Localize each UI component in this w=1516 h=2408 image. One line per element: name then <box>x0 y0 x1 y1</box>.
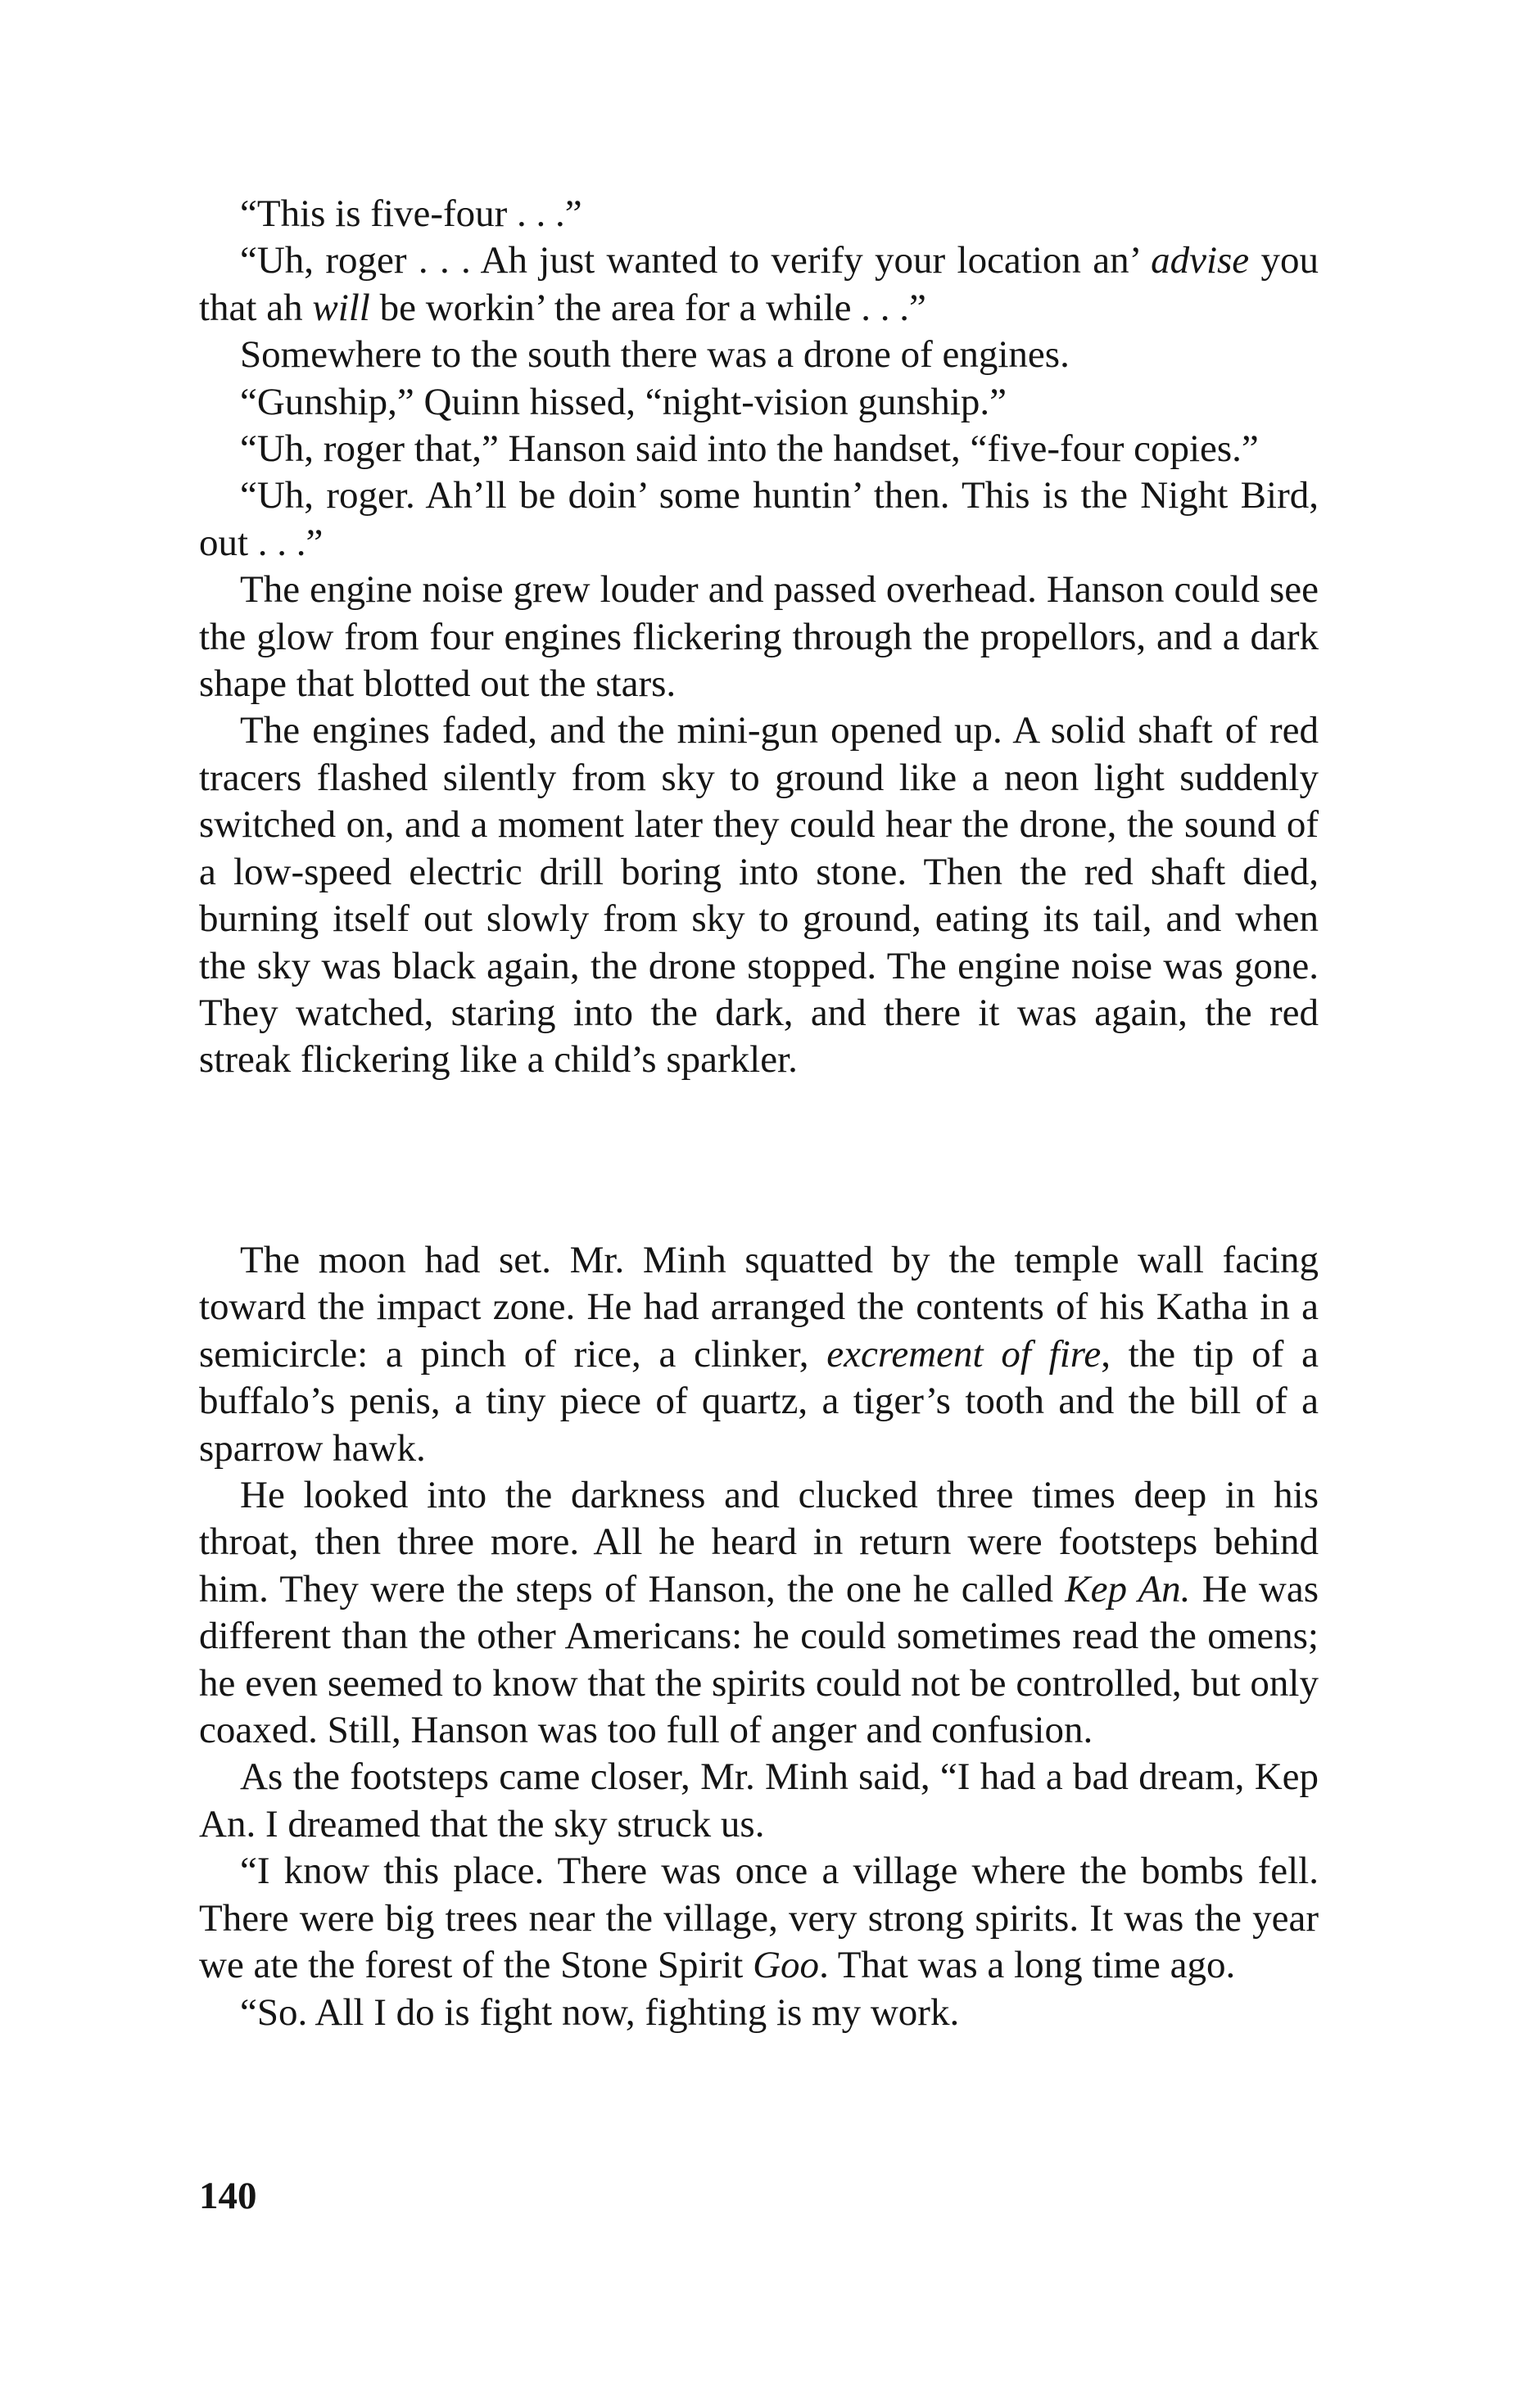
paragraph <box>199 472 1319 567</box>
paragraph <box>199 567 1319 707</box>
text-run: As the footsteps came closer, Mr. Minh said, “I had a bad dream, Kep An. I dreamed that the sky struck us. <box>199 1755 1319 1846</box>
body-text-section-one <box>199 191 1319 1084</box>
paragraph <box>199 379 1319 426</box>
italic-text-run: will <box>312 286 370 329</box>
paragraph <box>199 332 1319 378</box>
text-run: be workin’ the area for a while . . .” <box>369 286 926 329</box>
paragraph <box>199 1990 1319 2036</box>
italic-text-run: advise <box>1151 239 1250 282</box>
text-run: “I know this place. There was once a village where the bombs fell. There were big trees near the village, very strong spirits. It was the year we ate the forest of the Stone Spirit <box>199 1850 1319 1987</box>
text-run: He looked into the darkness and clucked three times deep in his throat, then three more. All he heard in return were footsteps behind him. They were the steps of Hanson, the one he called <box>199 1474 1319 1611</box>
text-run: He was different than the other Americans: he could sometimes read the omens; he even seemed to know that the spirits could not be controlled, but only coaxed. Still, Hanson was too full of anger and confusion. <box>199 1567 1319 1752</box>
paragraph <box>199 1237 1319 1472</box>
italic-text-run: excrement of fire <box>826 1332 1102 1376</box>
text-run: , the tip of a buffalo’s penis, a tiny piece of quartz, a tiger’s tooth and the bill of a sparrow hawk. <box>199 1332 1319 1470</box>
paragraph <box>199 191 1319 237</box>
text-run: The moon had set. Mr. Minh squatted by the temple wall facing toward the impact zone. He had arranged the contents of his Katha in a semicircle: a pinch of rice, a clinker, <box>199 1239 1319 1376</box>
paragraph <box>199 1848 1319 1989</box>
text-run: “So. All I do is fight now, fighting is my work. <box>240 1990 960 2034</box>
paragraph <box>199 707 1319 1083</box>
italic-text-run: Kep An. <box>1065 1567 1191 1611</box>
text-run: The engine noise grew louder and passed overhead. Hanson could see the glow from four engines flickering through the propellors, and a dark shape that blotted out the stars. <box>199 568 1319 706</box>
text-run: “This is five-four . . .” <box>240 192 582 235</box>
text-run: “Uh, roger. Ah’ll be doin’ some huntin’ then. This is the Night Bird, out . . .” <box>199 474 1319 564</box>
paragraph <box>199 1754 1319 1848</box>
paragraph <box>199 237 1319 332</box>
text-run: “Uh, roger . . . Ah just wanted to verify your location an’ <box>240 239 1152 282</box>
text-run: The engines faded, and the mini-gun opened up. A solid shaft of red tracers flashed silently from sky to ground like a neon light suddenly switched on, and a moment later they could hear the drone, the sound of a low-speed electric drill boring into stone. Then the red shaft died, burning itself out slowly from sky to ground, eating its tail, and when the sky was black again, the drone stopped. The engine noise was gone. They watched, staring into the dark, and there it was again, the red streak flickering like a child’s sparkler. <box>199 709 1319 1082</box>
text-run: . That was a long time ago. <box>819 1944 1236 1987</box>
text-run: Somewhere to the south there was a drone of engines. <box>240 333 1070 377</box>
text-run: you that ah <box>199 239 1319 329</box>
paragraph <box>199 426 1319 472</box>
text-run: “Uh, roger that,” Hanson said into the handset, “five-four copies.” <box>240 427 1259 471</box>
italic-text-run: Goo <box>753 1944 820 1987</box>
body-text-section-two <box>199 1237 1319 2036</box>
paragraph <box>199 1472 1319 1754</box>
page-number: 140 <box>199 2175 257 2217</box>
text-run: “Gunship,” Quinn hissed, “night-vision gunship.” <box>240 380 1007 423</box>
